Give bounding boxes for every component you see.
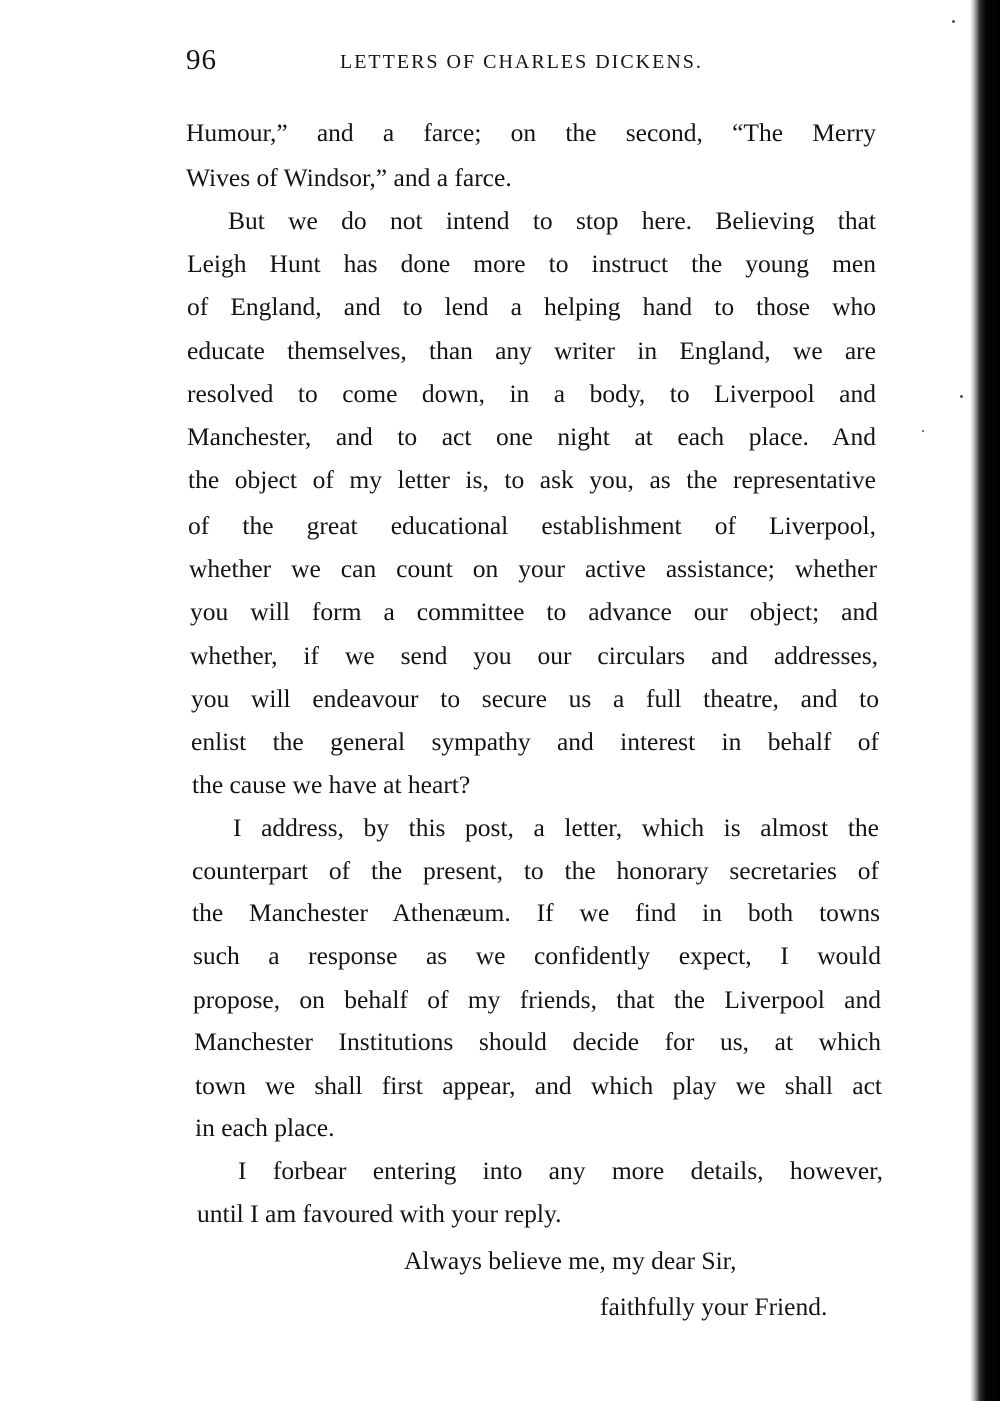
text-line: in each place. (195, 1113, 335, 1142)
text-line: enlist the general sympathy and interest in behalf of (191, 727, 879, 756)
text-line: of the great educational establishment of Liverpool, (188, 511, 876, 540)
text-line: you will endeavour to secure us a full theatre, and to (191, 684, 879, 713)
text-line: Wives of Windsor,” and a farce. (186, 163, 512, 192)
scan-speck (922, 430, 924, 432)
text-line: Manchester, and to act one night at each place. And (187, 422, 876, 451)
text-line: Humour,” and a farce; on the second, “The Merry (186, 118, 876, 147)
text-line: the object of my letter is, to ask you, as the representative (188, 465, 876, 494)
page-header (186, 44, 876, 84)
text-line: resolved to come down, in a body, to Liverpool and (187, 379, 876, 408)
text-line: Manchester Institutions should decide for us, at which (194, 1027, 881, 1056)
scan-speck (960, 395, 963, 398)
text-line: of England, and to lend a helping hand to those who (187, 292, 876, 321)
text-line: I forbear entering into any more details, however, (238, 1156, 883, 1185)
text-line: you will form a committee to advance our object; and (190, 597, 878, 626)
text-line: until I am favoured with your reply. (197, 1199, 562, 1228)
text-line: counterpart of the present, to the honorary secretaries of (192, 856, 879, 885)
text-line: educate themselves, than any writer in England, we are (187, 336, 876, 365)
text-line: the cause we have at heart? (192, 770, 471, 799)
text-line: propose, on behalf of my friends, that the Liverpool and (193, 985, 881, 1014)
running-head: LETTERS OF CHARLES DICKENS. (340, 51, 703, 73)
page-number: 96 (186, 44, 217, 76)
text-line: But we do not intend to stop here. Believing that (228, 206, 876, 235)
text-line: Leigh Hunt has done more to instruct the young men (187, 249, 876, 278)
text-line: I address, by this post, a letter, which is almost the (233, 813, 879, 842)
closing-signoff: faithfully your Friend. (600, 1292, 828, 1321)
text-line: the Manchester Athenæum. If we find in both towns (192, 898, 880, 927)
text-line: such a response as we confidently expect, I would (193, 941, 881, 970)
closing-salutation: Always believe me, my dear Sir, (404, 1246, 737, 1275)
text-line: whether, if we send you our circulars and addresses, (190, 641, 878, 670)
scan-speck (952, 20, 955, 23)
text-line: whether we can count on your active assistance; whether (189, 554, 877, 583)
text-line: town we shall first appear, and which play we shall act (195, 1071, 882, 1100)
page-binding-edge (970, 0, 1000, 1401)
